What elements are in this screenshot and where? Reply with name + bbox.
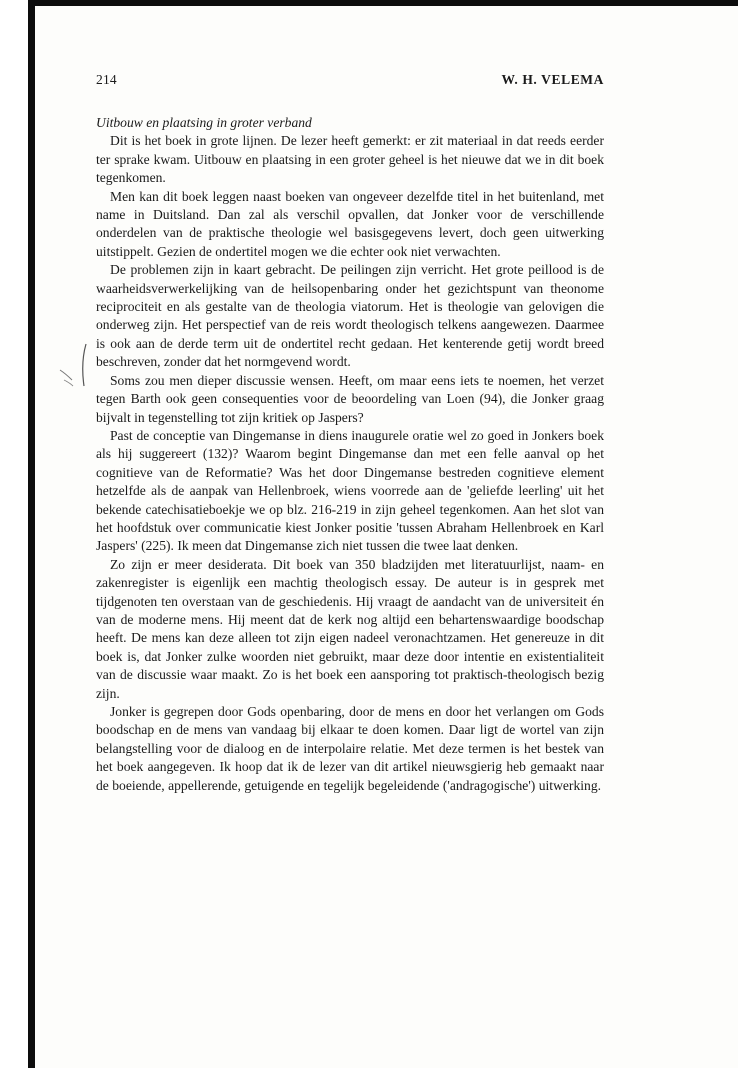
paragraph: Dit is het boek in grote lijnen. De lezer heeft gemerkt: er zit materiaal in dat reeds eerder ter sprake kwam. Uitbouw en plaatsing in een groter geheel is het nieuwe dat we in dit boek tegenkomen.: [96, 133, 604, 186]
scan-edge-left: [28, 0, 35, 1068]
page-number: 214: [96, 72, 117, 87]
running-header: [96, 72, 604, 88]
paragraph: Soms zou men dieper discussie wensen. Heeft, om maar eens iets te noemen, het verzet tegen Barth ook geen consequenties voor de beoordeling van Loen (94), die Jonker graag bijvalt in tegenstelling tot zijn kritiek op Jaspers?: [96, 372, 604, 425]
running-author: W. H. VELEMA: [501, 72, 604, 87]
paragraph: Past de conceptie van Dingemanse in diens inaugurele oratie wel zo goed in Jonkers boek als hij suggereert (132)? Waarom begint Dingemanse dan met een felle aanval op het cognitieve van de Reformatie? Was het door Dingemanse bestreden cognitieve element hetzelfde als de aanpak van Hellenbroek, wiens voorrede aan de 'geliefde leerling' uit het bekende catechisatieboekje we op blz. 216-219 in zijn geheel tegenkomen. Aan het slot van het hoofdstuk over communicatie kiest Jonker positie 'tussen Abraham Hellenbroek en Karl Jaspers' (225). Ik meen dat Dingemanse zich niet tussen die twee laat denken.: [96, 427, 604, 554]
section-heading: Uitbouw en plaatsing in groter verband: [96, 115, 312, 130]
paragraph: De problemen zijn in kaart gebracht. De peilingen zijn verricht. Het grote peillood is de waarheidsverwerkelijking van de heilsopenbaring onder het gezichtspunt van theonome reciprociteit en als gestalte van de theologia viatorum. Het is theologie van gelovigen die onderweg zijn. Het perspectief van de reis wordt theologisch telkens aangewezen. Daarmee is ook aan de derde term uit de ondertitel recht gedaan. Het kenterende getij wordt breed beschreven, zonder dat het normgevend wordt.: [96, 262, 604, 370]
pencil-margin-mark: [52, 340, 92, 400]
paragraph: Jonker is gegrepen door Gods openbaring, door de mens en door het verlangen om Gods boodschap en de mens van vandaag bij elkaar te doen komen. Daar ligt de wortel van zijn belangstelling voor de dialoog en de interpolaire relatie. Met deze termen is het bestek van het boek aangegeven. Ik hoop dat ik de lezer van dit artikel nieuwsgierig heb gemaakt naar de boeiende, appellerende, getuigende en tegelijk begeleidende ('andragogische') uitwerking.: [96, 704, 604, 793]
paragraph: Zo zijn er meer desiderata. Dit boek van 350 bladzijden met literatuurlijst, naam- en zakenregister is eigenlijk een machtig theologisch essay. De auteur is in gesprek met tijdgenoten ten overstaan van de geschiedenis. Hij vraagt de aandacht van de universiteit én van de moderne mens. Hij meent dat de kerk nog altijd een behartenswaardige boodschap heeft. De mens kan deze alleen tot zijn eigen nadeel veronachtzamen. Het genereuze in dit boek is, dat Jonker zulke woorden niet gebruikt, maar deze door intentie en existentialiteit van de discussie waar maakt. Zo is het boek een aansporing tot praktisch-theologisch bezig zijn.: [96, 556, 604, 701]
article-body: [96, 114, 604, 795]
paragraph: Men kan dit boek leggen naast boeken van ongeveer dezelfde titel in het buitenland, met name in Duitsland. Dan zal als verschil opvallen, dat Jonker voor de verschillende onderdelen van de praktische theologie wel basisgegevens levert, doch geen uitwerking uitstippelt. Gezien de ondertitel mogen we die echter ook niet verwachten.: [96, 188, 604, 259]
